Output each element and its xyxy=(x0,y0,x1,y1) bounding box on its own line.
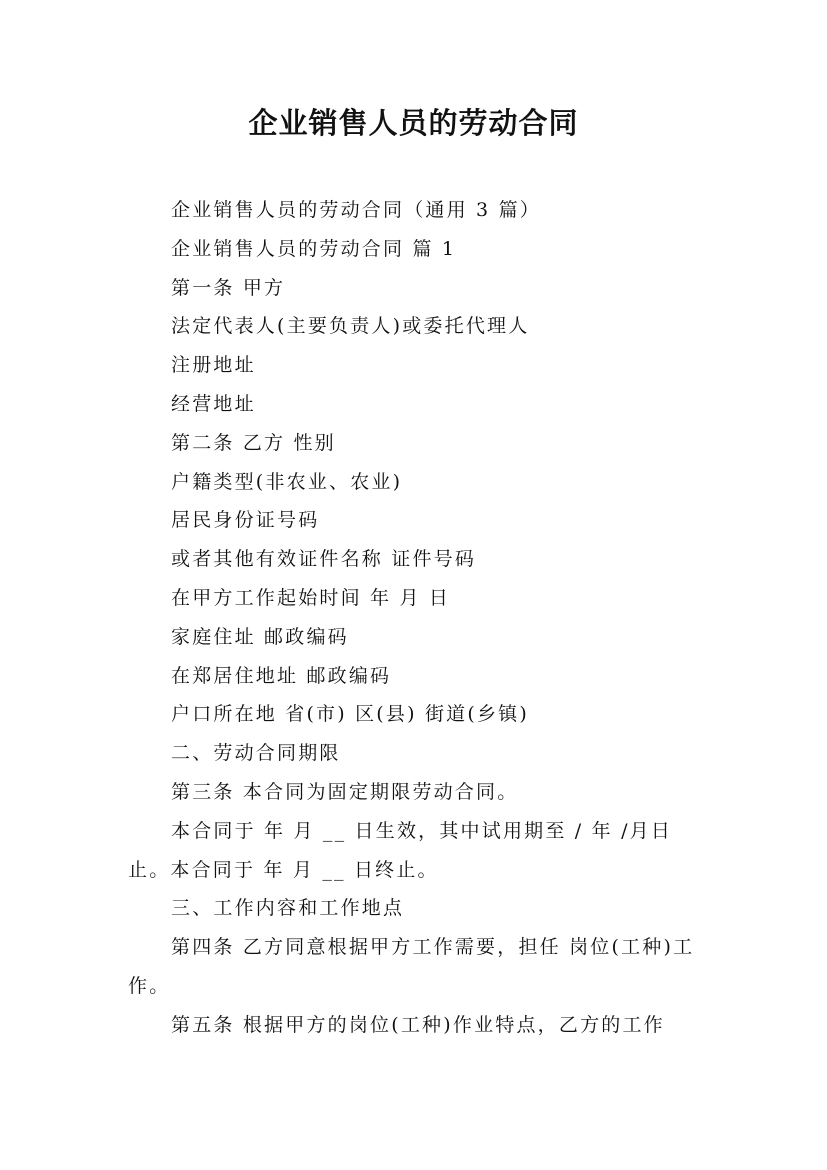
paragraph: 第四条 乙方同意根据甲方工作需要，担任 岗位(工种)工作。 xyxy=(128,936,695,997)
paragraph: 第三条 本合同为固定期限劳动合同。 xyxy=(171,780,519,803)
document-title: 企业销售人员的劳动合同 xyxy=(248,106,579,140)
paragraph: 企业销售人员的劳动合同 篇 1 xyxy=(171,237,457,260)
paragraph: 在甲方工作起始时间 年 月 日 xyxy=(171,586,451,609)
paragraph: 第二条 乙方 性别 xyxy=(171,431,336,454)
document-body xyxy=(128,191,712,1045)
paragraph: 三、工作内容和工作地点 xyxy=(171,897,405,920)
paragraph: 居民身份证号码 xyxy=(171,509,320,532)
paragraph: 第一条 甲方 xyxy=(171,276,286,299)
paragraph: 企业销售人员的劳动合同（通用 3 篇） xyxy=(171,199,541,221)
paragraph: 本合同于 年 月 __ 日生效，其中试用期至 / 年 /月日止。本合同于 年 月 __ 日终止。 xyxy=(128,819,673,881)
paragraph: 户籍类型(非农业、农业) xyxy=(171,470,403,493)
paragraph: 二、劳动合同期限 xyxy=(171,742,341,765)
paragraph: 户口所在地 省(市) 区(县) 街道(乡镇) xyxy=(171,703,529,726)
paragraph: 注册地址 xyxy=(171,354,256,377)
paragraph: 家庭住址 邮政编码 xyxy=(171,625,349,648)
paragraph: 法定代表人(主要负责人)或委托代理人 xyxy=(171,315,530,338)
paragraph: 在郑居住地址 邮政编码 xyxy=(171,664,392,687)
paragraph: 或者其他有效证件名称 证件号码 xyxy=(171,548,477,571)
paragraph: 经营地址 xyxy=(171,392,256,415)
paragraph: 第五条 根据甲方的岗位(工种)作业特点，乙方的工作 xyxy=(171,1013,665,1036)
